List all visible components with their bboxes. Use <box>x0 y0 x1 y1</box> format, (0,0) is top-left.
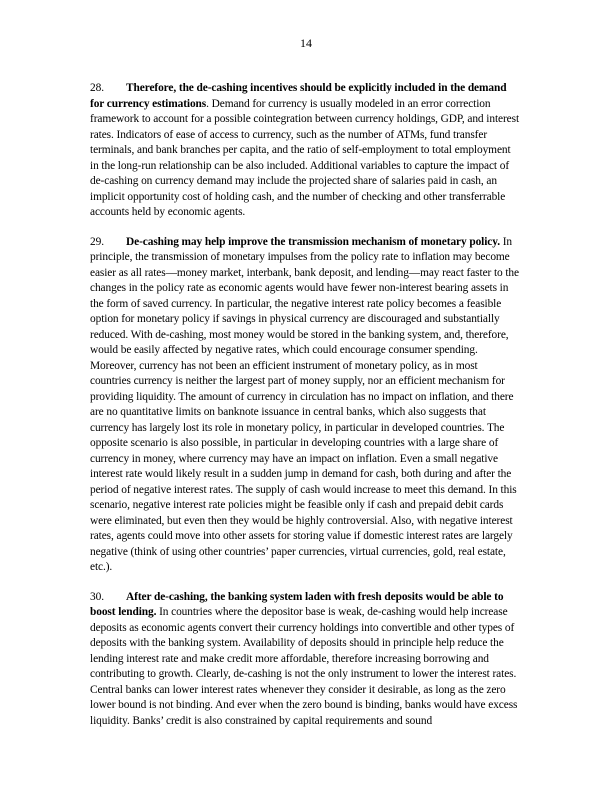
paragraph-number: 29. <box>90 235 104 248</box>
paragraph-30 <box>90 590 521 730</box>
paragraph-body: In countries where the depositor base is weak, de-cashing would help increase deposits as economic agents convert their currency holdings into convertible and other types of deposits with the banking system. Availability of deposits should in principle help reduce the lending interest rate and make credit more affordable, therefore increasing borrowing and contributing to growth. Clearly, de-cashing is not the only instrument to lower the interest rates. Central banks can lower interest rates whenever they consider it desirable, as long as the zero lower bound is not binding. And ever when the zero bound is binding, banks would have excess liquidity. Banks’ credit is also constrained by capital requirements and sound <box>90 606 518 727</box>
paragraph-lead: Therefore, the de-cashing incentives should be explicitly included in the demand for currency estimations <box>90 82 507 110</box>
paragraph-29 <box>90 235 521 576</box>
document-body <box>90 81 521 743</box>
paragraph-body: In principle, the transmission of monetary impulses from the policy rate to inflation may become easier as all rates—money market, interbank, bank deposit, and lending—may react faster to the changes in the policy rate as economic agents would have fewer non-interest bearing assets in the form of saved currency. In particular, the negative interest rate policy becomes a feasible option for monetary policy if savings in physical currency are discouraged and substantially reduced. With de-cashing, most money would be stored in the banking system, and, therefore, would be easily affected by negative rates, which could encourage consumer spending. Moreover, currency has not been an efficient instrument of monetary policy, as in most countries currency is neither the largest part of money supply, nor an efficient mechanism for providing liquidity. The amount of currency in circulation has no impact on inflation, and there are no quantitative limits on banknote issuance in central banks, which also suggests that currency has largely lost its role in monetary policy, in particular in developed countries. The opposite scenario is also possible, in particular in developing countries with a large share of currency in money, where currency may have an impact on inflation. Even a small negative interest rate would likely result in a sudden jump in demand for cash, both during and after the period of negative interest rates. The supply of cash would increase to meet this demand. In this scenario, negative interest rate policies might be feasible only if cash and prepaid debit cards were eliminated, but even then they would be highly controversial. Also, with negative interest rates, agents could move into other assets for storing value if domestic interest rates are largely negative (think of using other countries’ paper currencies, virtual currencies, gold, real estate, etc.). <box>90 235 519 573</box>
paragraph-lead: After de-cashing, the banking system laden with fresh deposits would be able to boost lending. <box>90 590 504 618</box>
paragraph-body: . Demand for currency is usually modeled in an error correction framework to account for a possible cointegration between currency holdings, GDP, and interest rates. Indicators of ease of access to currency, such as the number of ATMs, fund transfer terminals, and bank branches per capita, and the ratio of self-employment to total employment in the long-run relationship can be also included. Additional variables to capture the impact of de-cashing on currency demand may include the projected share of salaries paid in cash, an implicit opportunity cost of holding cash, and the number of checking and other transferrable accounts held by economic agents. <box>90 97 520 218</box>
paragraph-number: 28. <box>90 82 104 94</box>
paragraph-number: 30. <box>90 590 104 603</box>
paragraph-lead: De-cashing may help improve the transmission mechanism of monetary policy. <box>126 235 500 248</box>
paragraph-28 <box>90 81 521 221</box>
page-number: 14 <box>300 36 312 50</box>
